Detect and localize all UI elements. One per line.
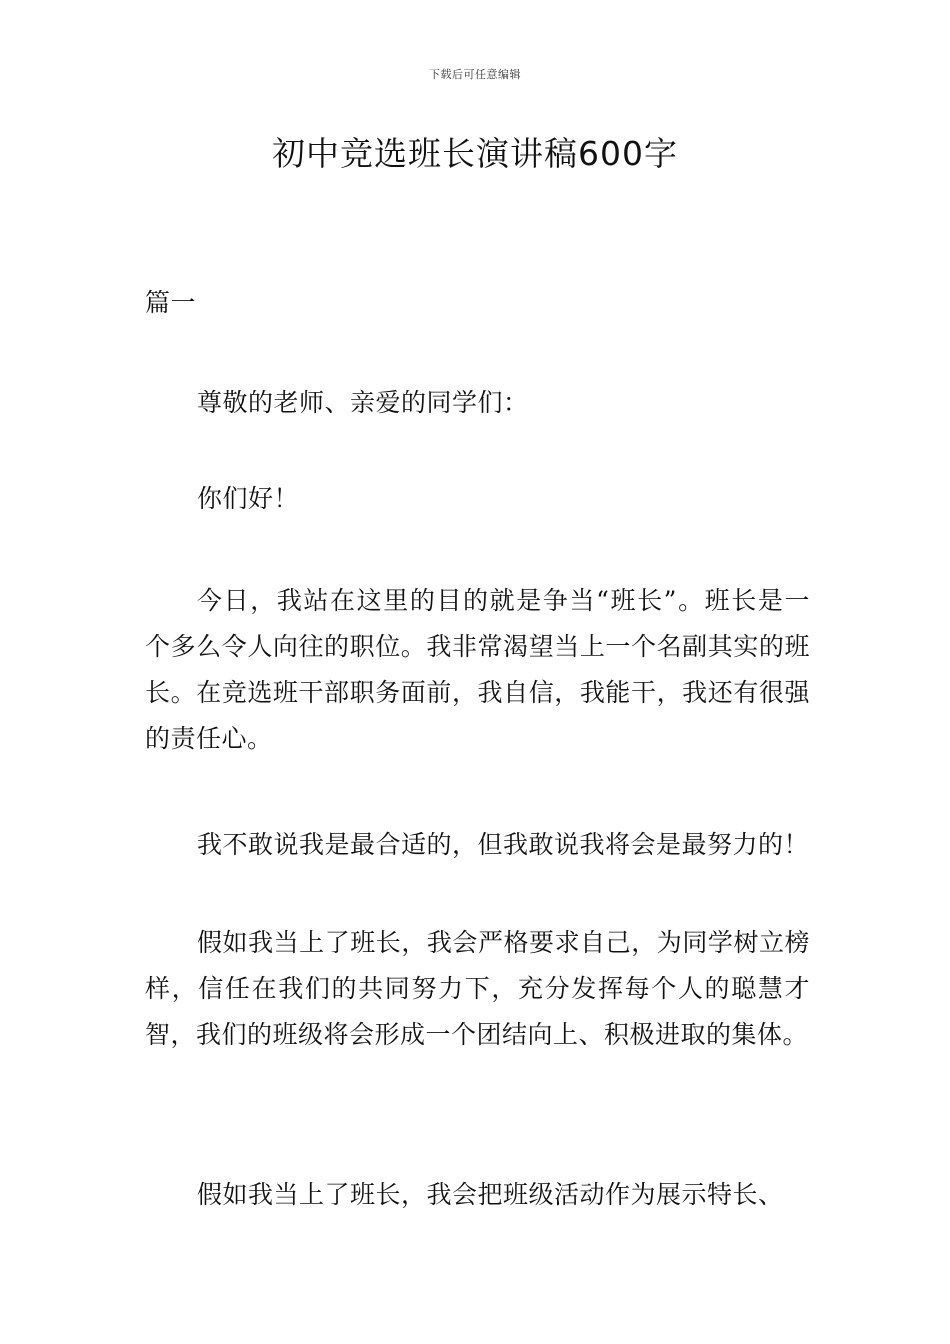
greeting-paragraph: 尊敬的老师、亲爱的同学们：	[197, 388, 529, 417]
hello-paragraph: 你们好！	[197, 484, 300, 513]
body-paragraph-1: 今日，我站在这里的目的就是争当“班长”。班长是一个多么令人向往的职位。我非常渴望当上一个名副其实的班长。在竞选班干部职务面前，我自信，我能干，我还有很强的责任心。	[145, 586, 810, 753]
section-label: 篇一	[145, 288, 197, 317]
body-paragraph-2: 我不敢说我是最合适的，但我敢说我将会是最努力的！	[197, 830, 810, 859]
body-paragraph-4: 假如我当上了班长，我会把班级活动作为展示特长、	[197, 1180, 784, 1209]
document-title: 初中竞选班长演讲稿600字	[272, 134, 678, 173]
header-note: 下载后可任意编辑	[429, 68, 521, 81]
body-paragraph-3: 假如我当上了班长，我会严格要求自己，为同学树立榜样，信任在我们的共同努力下，充分发挥每个人的聪慧才智，我们的班级将会形成一个团结向上、积极进取的集体。	[145, 928, 810, 1049]
